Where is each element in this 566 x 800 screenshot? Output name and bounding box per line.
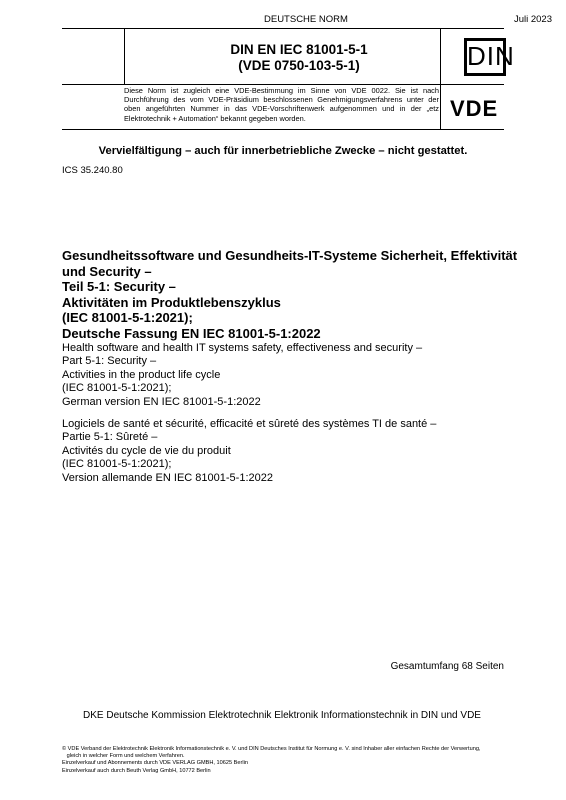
title-fr-line: Logiciels de santé et sécurité, efficacité et sûreté des systèmes TI de santé – [62, 418, 437, 430]
title-english [62, 342, 522, 409]
title-fr-line: Activités du cycle de vie du produit [62, 444, 231, 457]
vde-number: (VDE 0750-103-5-1) [238, 58, 360, 73]
title-de-line: Gesundheitssoftware und Gesundheits-IT-Systeme Sicherheit, Effektivität [62, 248, 518, 263]
vde-statement: Diese Norm ist zugleich eine VDE-Bestimmung im Sinne von VDE 0022. Sie ist nach Durchführung des vom VDE-Präsidium beschlossenen Genehmigungsverfahrens unter der oben angeführten Nummer in das VDE-Vorschriftenwerk aufgenommen und in der „etz Elektrotechnik + Automation“ bekannt gegeben worden. [124, 86, 439, 123]
title-fr-line: Version allemande EN IEC 81001-5-1:2022 [62, 471, 273, 484]
standard-number: DIN EN IEC 81001-5-1 [230, 42, 368, 57]
title-de-line: Deutsche Fassung EN IEC 81001-5-1:2022 [62, 325, 321, 341]
footer-line: gleich in welcher Form und welchem Verfahren. [62, 753, 185, 760]
norm-label: DEUTSCHE NORM [264, 14, 348, 25]
title-de-line: Teil 5-1: Security – [62, 279, 176, 295]
standard-number-block [186, 42, 412, 74]
title-german [62, 248, 522, 342]
title-en-line: Part 5-1: Security – [62, 355, 157, 368]
title-de-line: und Security – [62, 263, 152, 279]
title-en-line: (IEC 81001-5-1:2021); [62, 382, 172, 395]
dke-line: DKE Deutsche Kommission Elektrotechnik Elektronik Informationstechnik in DIN und VDE [83, 710, 481, 721]
publication-date: Juli 2023 [513, 14, 552, 25]
footer-line: © VDE Verband der Elektrotechnik Elektronik Informationstechnik e. V. und DIN Deutsches Institut für Normung e. V. sind Inhaber aller einfachen Rechte der Verwertung, [62, 746, 481, 752]
copyright-footer [62, 746, 552, 775]
reproduction-notice: Vervielfältigung – auch für innerbetriebliche Zwecke – nicht gestattet. [98, 145, 468, 157]
title-french [62, 418, 522, 485]
ics-code: ICS 35.240.80 [62, 165, 123, 176]
title-en-line: Activities in the product life cycle [62, 368, 221, 381]
title-fr-line: (IEC 81001-5-1:2021); [62, 458, 172, 471]
title-fr-line: Partie 5-1: Sûreté – [62, 431, 158, 444]
title-en-line: Health software and health IT systems safety, effectiveness and security – [62, 342, 423, 354]
footer-line: Einzelverkauf auch durch Beuth Verlag GmbH, 10772 Berlin [62, 767, 211, 774]
title-de-line: Aktivitäten im Produktlebenszyklus [62, 294, 281, 310]
footer-line: Einzelverkauf und Abonnements durch VDE VERLAG GMBH, 10625 Berlin [62, 760, 248, 767]
total-pages: Gesamtumfang 68 Seiten [390, 661, 504, 672]
title-de-line: (IEC 81001-5-1:2021); [62, 310, 193, 326]
din-logo: DIN [464, 38, 506, 76]
vde-logo: VDE [450, 96, 499, 121]
title-en-line: German version EN IEC 81001-5-1:2022 [62, 395, 261, 408]
